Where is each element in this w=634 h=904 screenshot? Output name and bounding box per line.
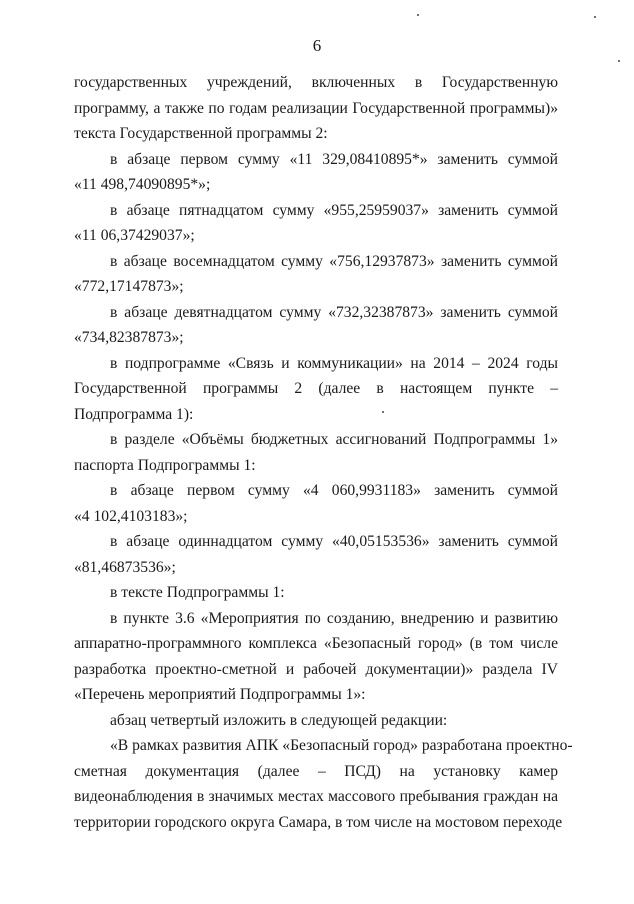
text-line: территории городского округа Самара, в том числе на мостовом переходе [74,813,563,831]
text-line: «772,17147873»; [74,278,184,295]
text-line: видеонаблюдения в значимых местах массового пребывания граждан на [74,788,558,805]
scan-speck [417,14,419,16]
text-line: в абзаце пятнадцатом сумму «955,25959037» заменить суммой [110,201,558,219]
text-line: государственных учреждений, включенных в Государственную [74,74,558,91]
text-line: в пункте 3.6 «Мероприятия по созданию, внедрению и развитию [110,609,558,627]
text-line: в тексте Подпрограммы 1: [110,584,285,601]
text-line: Государственной программы 2 (далее в настоящем пункте – [74,380,558,397]
text-line: сметная документация (далее – ПСД) на установку камер [74,762,558,780]
text-line: Подпрограмма 1): [74,405,194,423]
scan-speck [618,60,620,62]
text-line: в абзаце одиннадцатом сумму «40,05153536» заменить суммой [110,533,558,550]
document-body [74,70,573,835]
text-line: паспорта Подпрограммы 1: [74,456,256,474]
page-number: 6 [312,36,322,55]
text-line: текста Государственной программы 2: [74,125,328,142]
text-line: в разделе «Объёмы бюджетных ассигнований Подпрограммы 1» [110,431,558,448]
text-line: в абзаце первом сумму «11 329,08410895*» заменить суммой [110,150,558,168]
text-line: в подпрограмме «Связь и коммуникации» на 2014 – 2024 годы [110,354,558,372]
scan-speck [594,16,596,18]
text-line: программу, а также по годам реализации Государственной программы)» [74,99,558,117]
text-line: «В рамках развития АПК «Безопасный город» разработана проектно- [110,737,573,754]
text-line: «734,82387873»; [74,329,184,346]
text-line: «11 06,37429037»; [74,227,195,244]
text-line: в абзаце восемнадцатом сумму «756,12937873» заменить суммой [110,252,558,270]
text-line: аппаратно-программного комплекса «Безопасный город» (в том числе [74,635,558,652]
text-line: абзац четвертый изложить в следующей редакции: [110,711,448,729]
text-line: «4 102,4103183»; [74,507,188,525]
text-line: в абзаце первом сумму «4 060,9931183» заменить суммой [110,482,558,499]
text-line: в абзаце девятнадцатом сумму «732,32387873» заменить суммой [110,303,558,321]
text-line: «Перечень мероприятий Подпрограммы 1»: [74,686,366,703]
text-line: «11 498,74090895*»; [74,176,211,193]
text-line: разработка проектно-сметной и рабочей документации)» раздела IV [74,660,558,678]
text-line: «81,46873536»; [74,558,176,576]
